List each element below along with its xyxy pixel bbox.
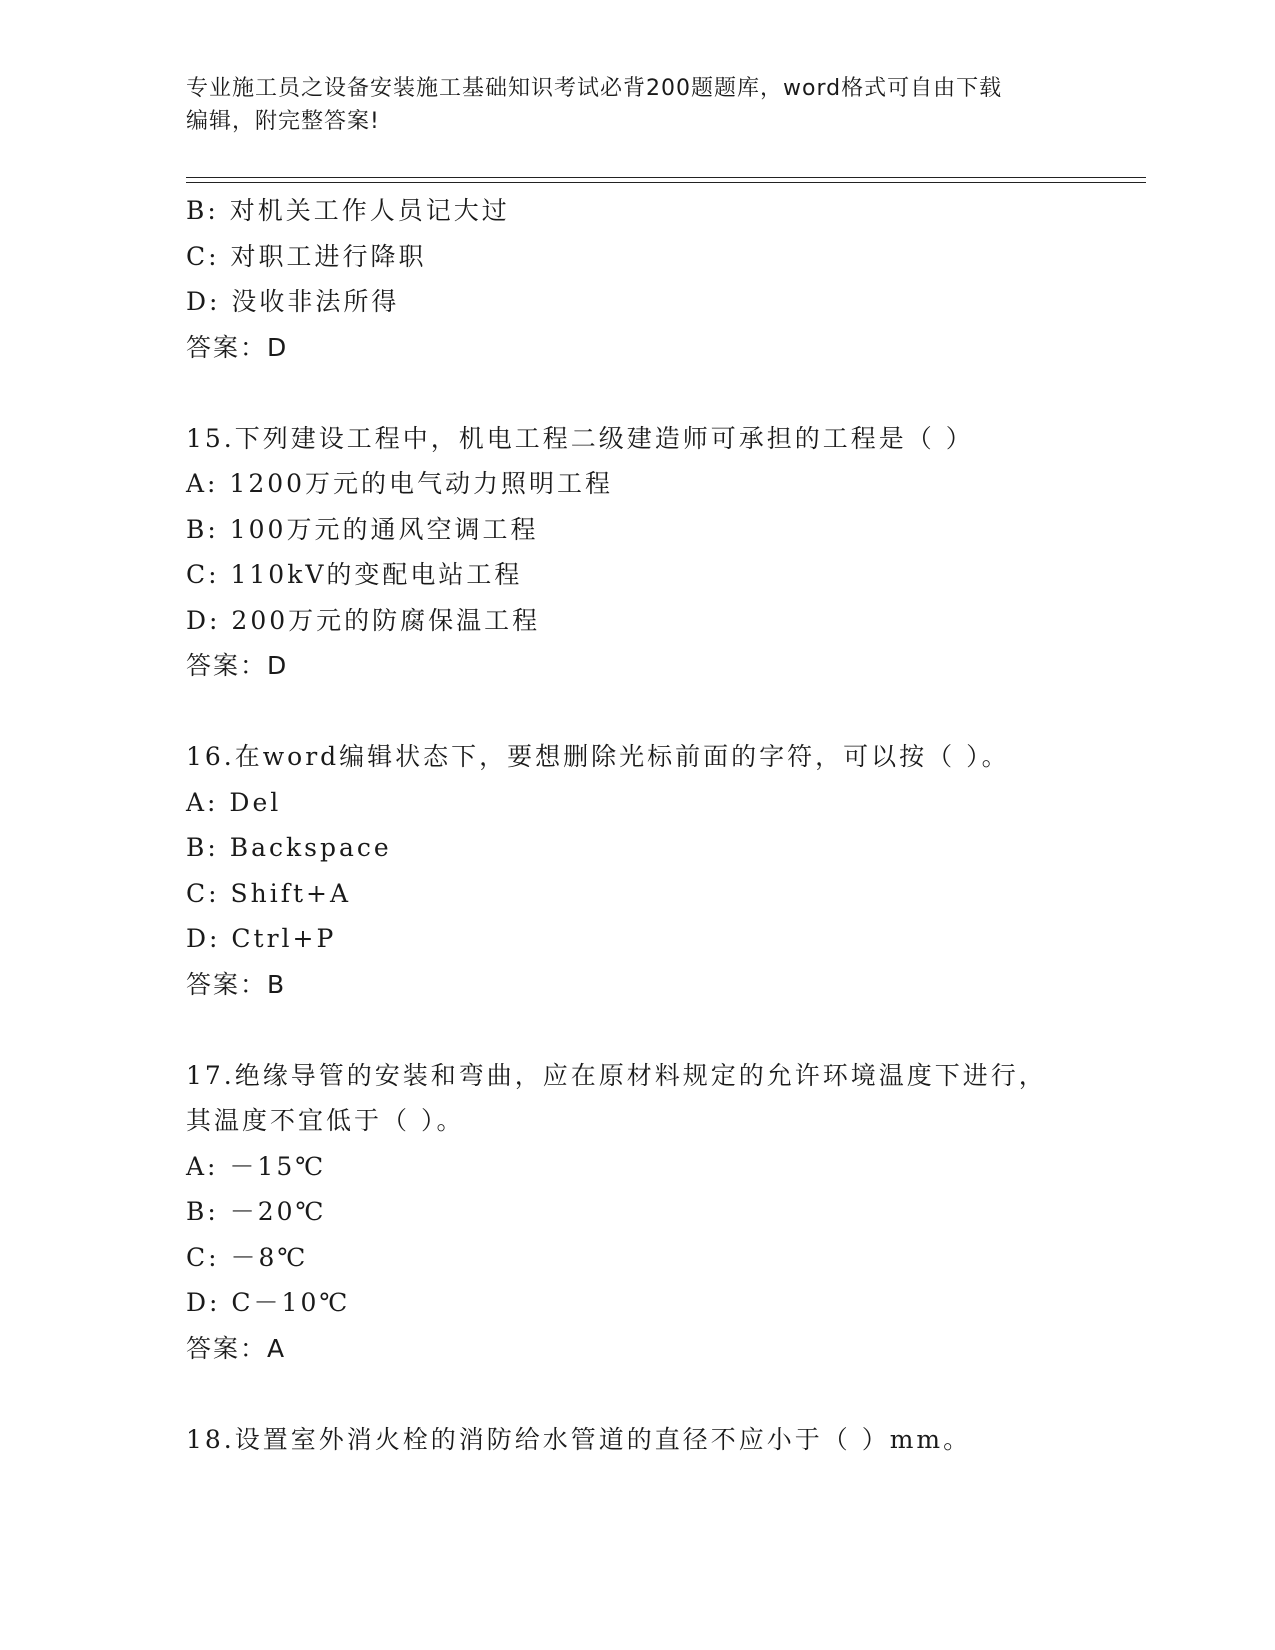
- q14-option-d: D: 没收非法所得: [186, 287, 400, 316]
- q15-stem: 15.下列建设工程中，机电工程二级建造师可承担的工程是（ ）: [186, 423, 974, 453]
- spacer: [186, 689, 1086, 735]
- q14-option-c: C: 对职工进行降职: [186, 241, 427, 271]
- q15-answer: 答案：D: [186, 651, 289, 680]
- question-17: [186, 1053, 1086, 1372]
- q16-option-d: D: Ctrl+P: [186, 924, 337, 953]
- header-title-line2: 编辑，附完整答案!: [186, 109, 380, 134]
- spacer: [186, 1371, 1086, 1417]
- q15-option-d: D: 200万元的防腐保温工程: [186, 605, 541, 635]
- question-15: [186, 416, 1086, 689]
- question-16: [186, 734, 1086, 1007]
- q15-option-c: C: 110kV的变配电站工程: [186, 560, 523, 589]
- spacer: [186, 370, 1086, 416]
- question-18: [186, 1417, 1086, 1463]
- q17-option-d: D: C－10℃: [186, 1288, 351, 1317]
- q17-stem-line2: 其温度不宜低于（ ）。: [186, 1106, 465, 1135]
- header-title-line1: 专业施工员之设备安装施工基础知识考试必背200题题库，word格式可自由下载: [186, 76, 1003, 101]
- q16-stem: 16.在word编辑状态下，要想删除光标前面的字符，可以按（ ）。: [186, 742, 1010, 771]
- q16-option-a: A: Del: [186, 787, 282, 817]
- q15-option-b: B: 100万元的通风空调工程: [186, 514, 539, 544]
- q16-option-b: B: Backspace: [186, 833, 392, 862]
- q17-option-c: C: －8℃: [186, 1242, 309, 1272]
- q17-option-a: A: －15℃: [186, 1151, 327, 1181]
- q18-stem: 18.设置室外消火栓的消防给水管道的直径不应小于（ ）mm。: [186, 1424, 972, 1454]
- question-14-tail: [186, 188, 1086, 370]
- q17-option-b: B: －20℃: [186, 1197, 327, 1226]
- question-content: [186, 188, 1086, 1462]
- q17-answer: 答案：A: [186, 1333, 287, 1363]
- q16-answer: 答案：B: [186, 969, 287, 999]
- spacer: [186, 1007, 1086, 1053]
- q14-option-b: B: 对机关工作人员记大过: [186, 196, 510, 225]
- q16-option-c: C: Shift+A: [186, 878, 352, 908]
- header-divider: [186, 177, 1146, 183]
- q17-stem-line1: 17.绝缘导管的安装和弯曲，应在原材料规定的允许环境温度下进行，: [186, 1060, 1047, 1090]
- q14-answer: 答案：D: [186, 332, 289, 362]
- page-header: [186, 72, 1086, 138]
- q15-option-a: A: 1200万元的电气动力照明工程: [186, 469, 614, 498]
